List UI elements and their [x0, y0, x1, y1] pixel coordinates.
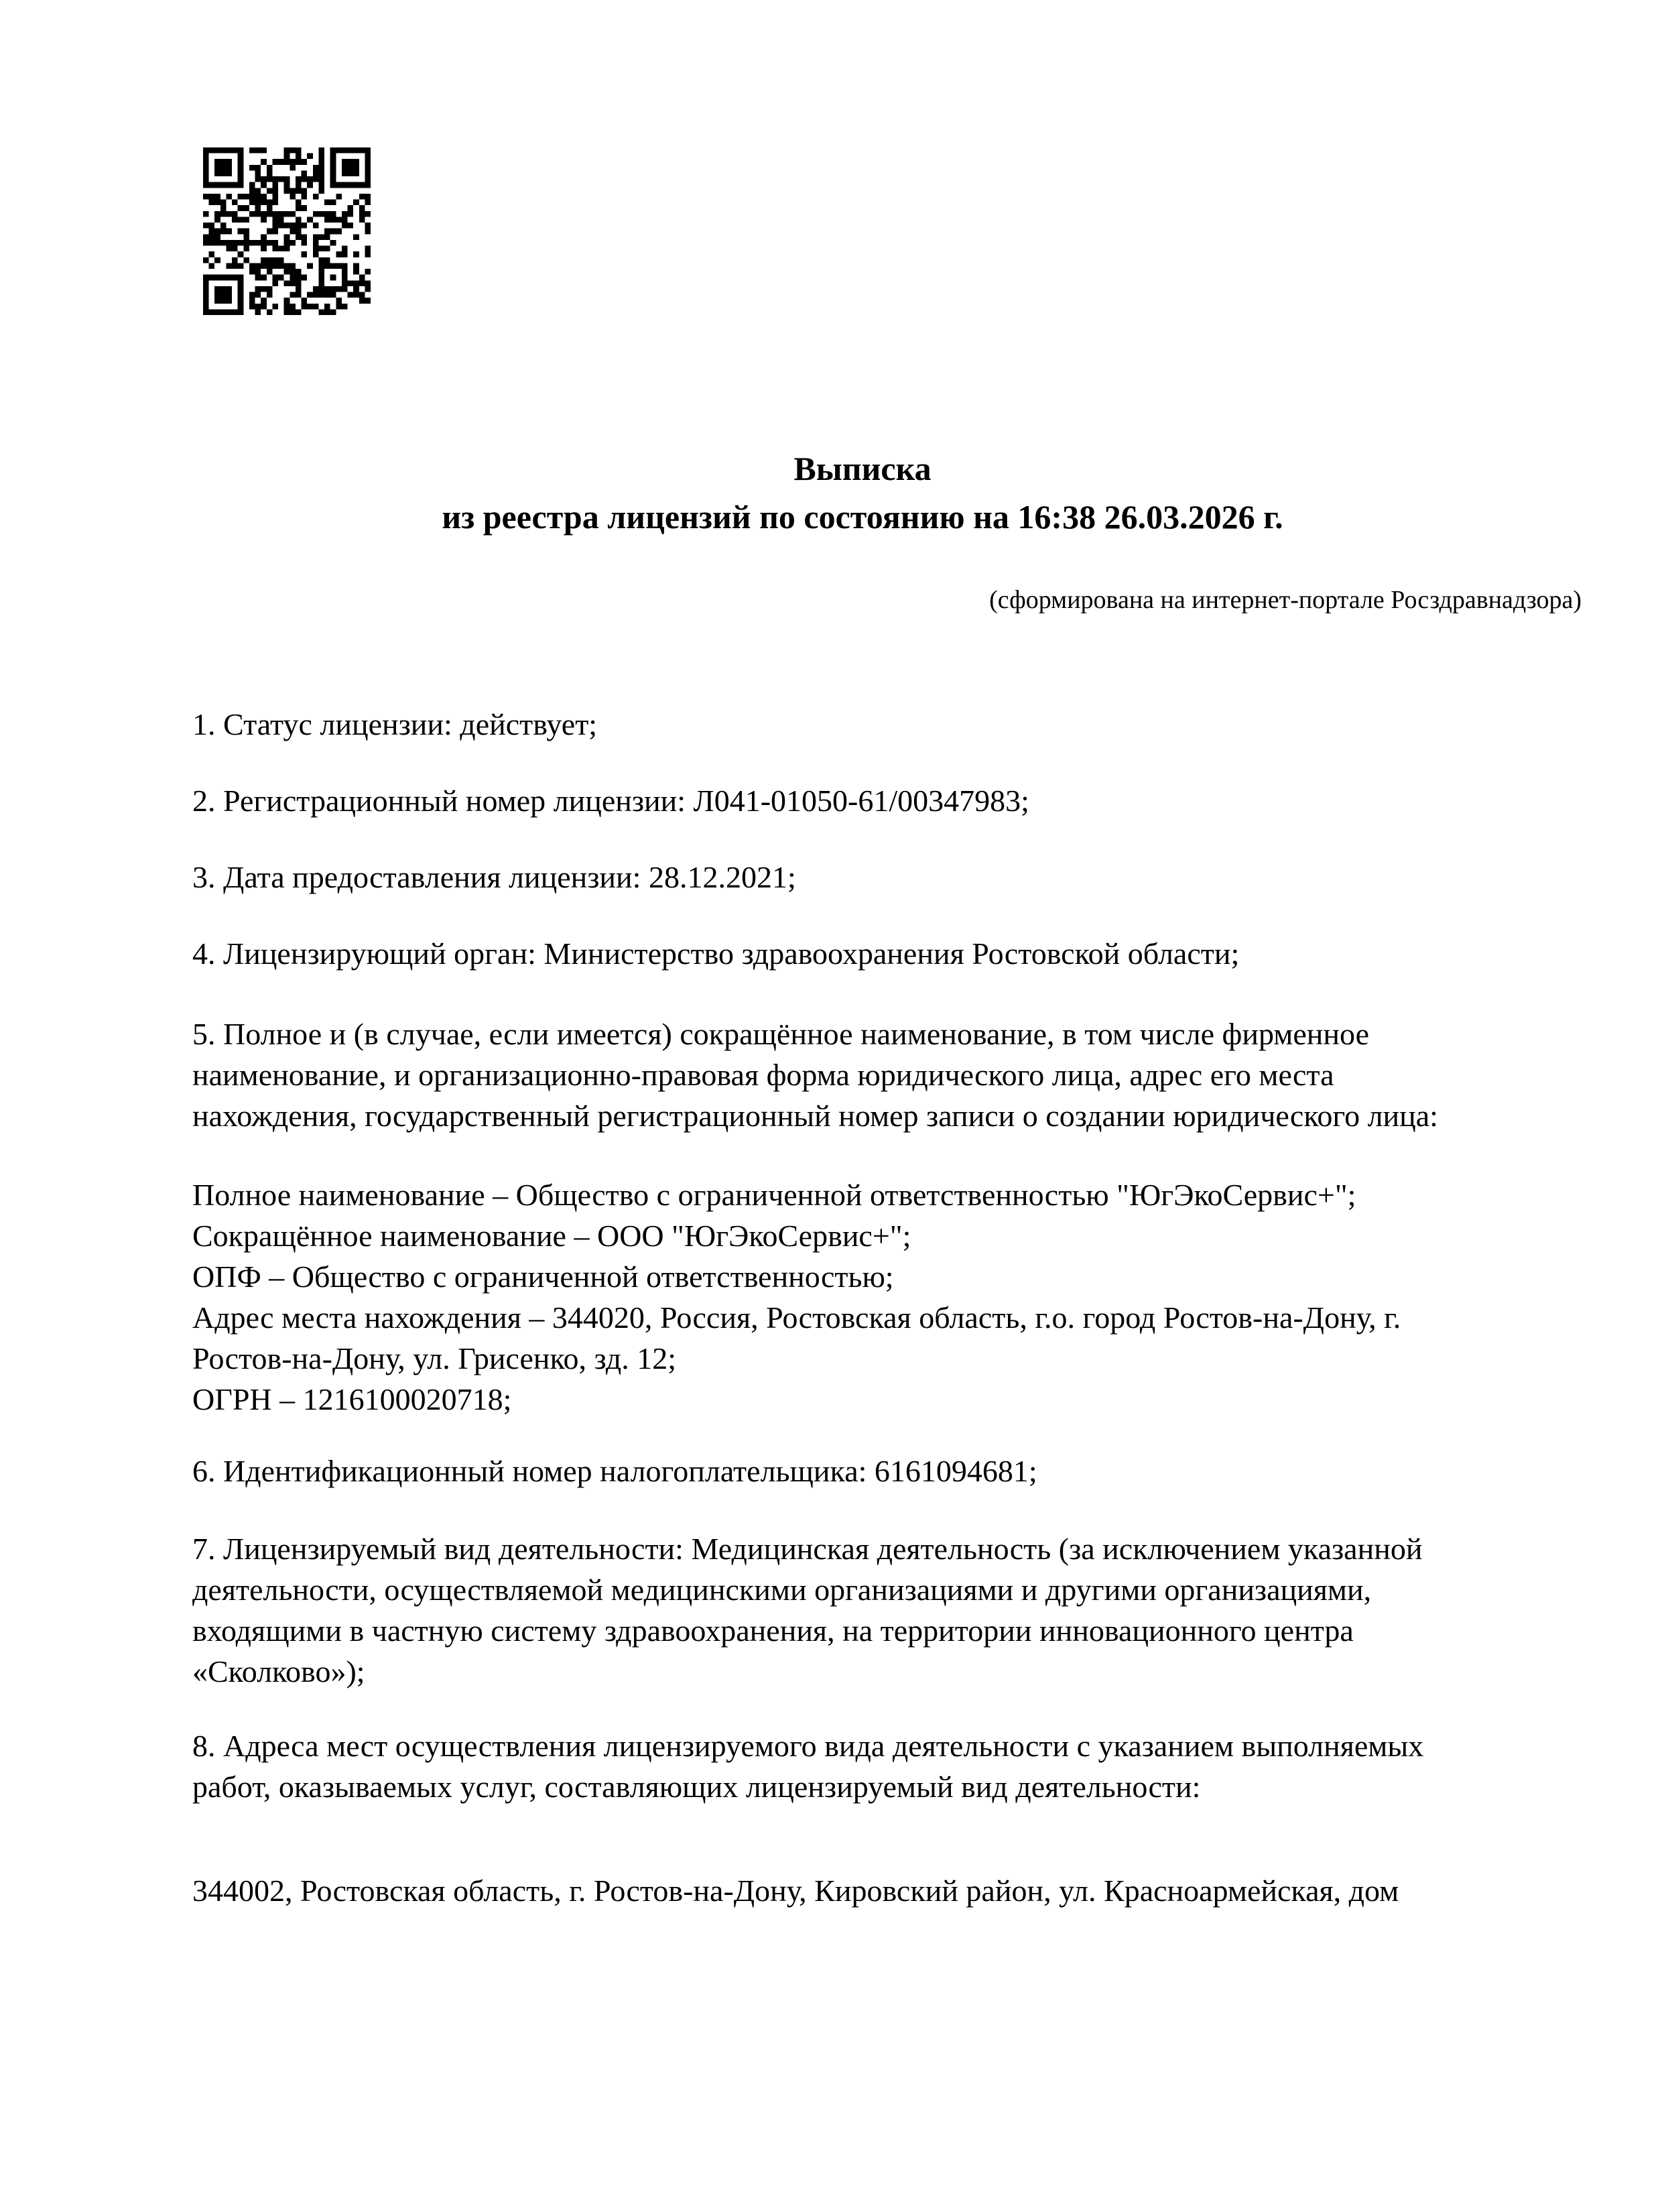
text-line: 4. Лицензирующий орган: Министерство здравоохранения Ростовской области; [192, 936, 1240, 971]
text-line: 7. Лицензируемый вид деятельности: Медицинская деятельность (за исключением указанной [192, 1532, 1423, 1566]
document-subtitle: (сформирована на интернет-портале Росздравнадзора) [989, 586, 1582, 614]
paragraph-item-3 [192, 857, 1533, 898]
paragraph-item-4 [192, 933, 1533, 974]
text-line: 5. Полное и (в случае, если имеется) сокращённое наименование, в том числе фирменное [192, 1017, 1369, 1051]
text-line: «Сколково»); [192, 1654, 365, 1688]
text-line: 1. Статус лицензии: действует; [192, 707, 598, 741]
document-title [192, 444, 1533, 541]
paragraph-org-details [192, 1174, 1533, 1420]
title-line-2: из реестра лицензий по состоянию на 16:38 26.03.2026 г. [442, 498, 1283, 536]
text-line: наименование, и организационно-правовая форма юридического лица, адрес его места [192, 1058, 1334, 1092]
paragraph-item-1 [192, 704, 1533, 745]
text-line: работ, оказываемых услуг, составляющих лицензируемый вид деятельности: [192, 1770, 1201, 1804]
text-line: Адрес места нахождения – 344020, Россия, Ростовская область, г.о. город Ростов-на-Дону, г. [192, 1300, 1401, 1335]
text-line: ОПФ – Общество с ограниченной ответственностью; [192, 1259, 894, 1294]
paragraph-address-line [192, 1870, 1533, 1911]
text-line: нахождения, государственный регистрационный номер записи о создании юридического лица: [192, 1099, 1438, 1133]
text-line: 3. Дата предоставления лицензии: 28.12.2021; [192, 860, 796, 894]
text-line: деятельности, осуществляемой медицинскими организациями и другими организациями, [192, 1573, 1372, 1607]
paragraph-item-6 [192, 1451, 1533, 1491]
text-line: ОГРН – 1216100020718; [192, 1382, 512, 1416]
text-line: Сокращённое наименование – ООО "ЮгЭкоСервис+"; [192, 1219, 911, 1253]
qr-code [203, 147, 371, 315]
text-line: 344002, Ростовская область, г. Ростов-на-Дону, Кировский район, ул. Красноармейская, дом [192, 1873, 1399, 1908]
text-line: 6. Идентификационный номер налогоплательщика: 6161094681; [192, 1454, 1037, 1488]
text-line: входящими в частную систему здравоохранения, на территории инновационного центра [192, 1613, 1354, 1648]
paragraph-item-7 [192, 1528, 1533, 1692]
text-line: 8. Адреса мест осуществления лицензируемого вида деятельности с указанием выполняемых [192, 1729, 1424, 1763]
paragraph-item-2 [192, 780, 1533, 821]
paragraph-item-8 [192, 1725, 1533, 1807]
paragraph-item-5 [192, 1013, 1533, 1136]
text-line: Полное наименование – Общество с ограниченной ответственностью "ЮгЭкоСервис+"; [192, 1178, 1356, 1212]
text-line: 2. Регистрационный номер лицензии: Л041-01050-61/00347983; [192, 784, 1029, 818]
text-line: Ростов-на-Дону, ул. Грисенко, зд. 12; [192, 1341, 677, 1375]
title-line-1: Выписка [793, 450, 932, 487]
